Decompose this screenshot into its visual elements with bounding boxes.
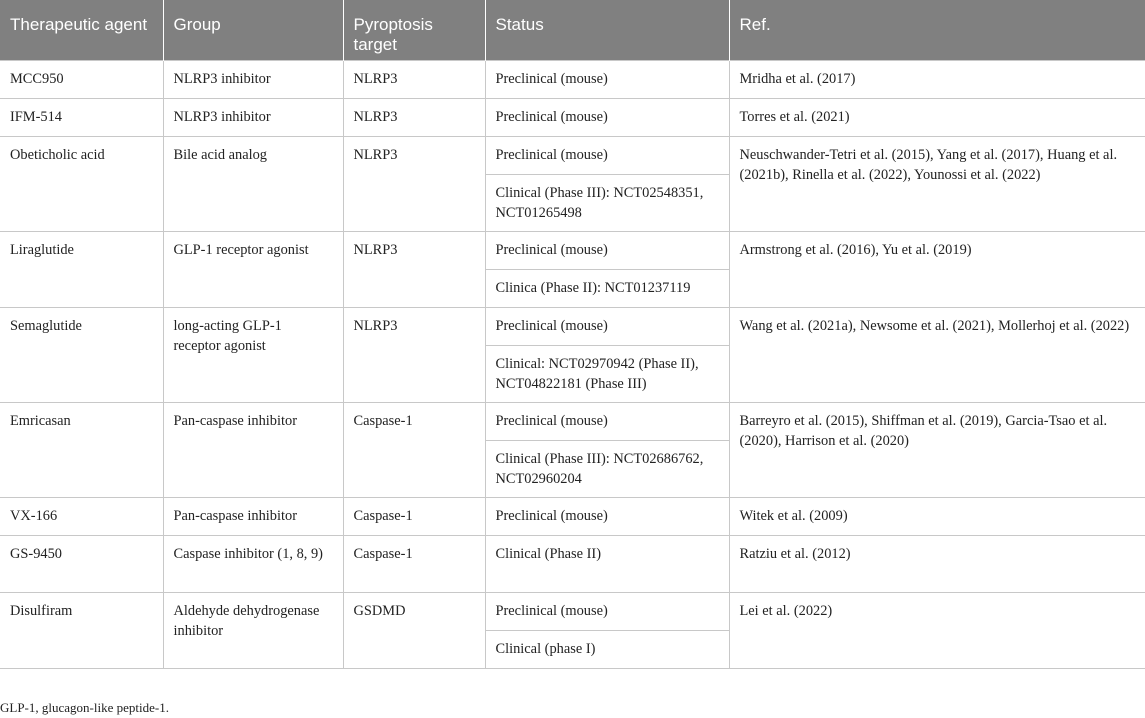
cell-status: Preclinical (mouse)	[485, 497, 729, 535]
header-pyroptosis-target: Pyroptosis target	[343, 0, 485, 60]
cell-group: Caspase inhibitor (1, 8, 9)	[163, 535, 343, 592]
cell-agent: MCC950	[0, 60, 163, 98]
cell-ref: Wang et al. (2021a), Newsome et al. (2021), Mollerhoj et al. (2022)	[729, 307, 1145, 402]
table-row	[0, 402, 1145, 440]
header-group: Group	[163, 0, 343, 60]
table-header-row	[0, 0, 1145, 60]
cell-target: Caspase-1	[343, 535, 485, 592]
table-row	[0, 98, 1145, 136]
header-therapeutic-agent: Therapeutic agent	[0, 0, 163, 60]
table-footnote: GLP-1, glucagon-like peptide-1.	[0, 700, 169, 715]
table-row	[0, 535, 1145, 592]
table-row	[0, 592, 1145, 630]
header-status: Status	[485, 0, 729, 60]
cell-target: Caspase-1	[343, 402, 485, 497]
cell-status: Preclinical (mouse)	[485, 98, 729, 136]
cell-target: NLRP3	[343, 60, 485, 98]
cell-status: Preclinical (mouse)	[485, 60, 729, 98]
header-ref: Ref.	[729, 0, 1145, 60]
cell-ref: Barreyro et al. (2015), Shiffman et al. (2019), Garcia-Tsao et al. (2020), Harrison et al. (2020)	[729, 402, 1145, 497]
cell-group: Pan-caspase inhibitor	[163, 402, 343, 497]
cell-ref: Mridha et al. (2017)	[729, 60, 1145, 98]
cell-group: Bile acid analog	[163, 136, 343, 231]
cell-agent: Liraglutide	[0, 231, 163, 307]
cell-group: NLRP3 inhibitor	[163, 98, 343, 136]
cell-status: Preclinical (mouse)	[485, 136, 729, 174]
cell-status: Preclinical (mouse)	[485, 592, 729, 630]
cell-target: NLRP3	[343, 98, 485, 136]
cell-target: NLRP3	[343, 307, 485, 402]
cell-agent: Semaglutide	[0, 307, 163, 402]
table-row	[0, 497, 1145, 535]
cell-group: Aldehyde dehydrogenase inhibitor	[163, 592, 343, 668]
cell-agent: GS-9450	[0, 535, 163, 592]
cell-group: NLRP3 inhibitor	[163, 60, 343, 98]
cell-group: long-acting GLP-1 receptor agonist	[163, 307, 343, 402]
cell-group: GLP-1 receptor agonist	[163, 231, 343, 307]
table-row	[0, 136, 1145, 174]
cell-status: Preclinical (mouse)	[485, 402, 729, 440]
cell-target: GSDMD	[343, 592, 485, 668]
table-row	[0, 60, 1145, 98]
cell-ref: Witek et al. (2009)	[729, 497, 1145, 535]
cell-status: Preclinical (mouse)	[485, 231, 729, 269]
cell-status: Clinical (Phase III): NCT02686762, NCT02960204	[485, 440, 729, 497]
cell-target: NLRP3	[343, 231, 485, 307]
cell-agent: IFM-514	[0, 98, 163, 136]
cell-group: Pan-caspase inhibitor	[163, 497, 343, 535]
cell-status: Clinical (Phase III): NCT02548351, NCT01265498	[485, 174, 729, 231]
cell-status: Clinical (phase I)	[485, 630, 729, 668]
cell-status: Preclinical (mouse)	[485, 307, 729, 345]
cell-status: Clinica (Phase II): NCT01237119	[485, 269, 729, 307]
cell-agent: Obeticholic acid	[0, 136, 163, 231]
cell-ref: Torres et al. (2021)	[729, 98, 1145, 136]
cell-ref: Lei et al. (2022)	[729, 592, 1145, 668]
cell-ref: Neuschwander-Tetri et al. (2015), Yang et al. (2017), Huang et al. (2021b), Rinella et al. (2022), Younossi et al. (2022)	[729, 136, 1145, 231]
cell-target: Caspase-1	[343, 497, 485, 535]
cell-status: Clinical: NCT02970942 (Phase II), NCT04822181 (Phase III)	[485, 345, 729, 402]
cell-target: NLRP3	[343, 136, 485, 231]
cell-agent: Disulfiram	[0, 592, 163, 668]
cell-status: Clinical (Phase II)	[485, 535, 729, 592]
cell-ref: Ratziu et al. (2012)	[729, 535, 1145, 592]
table-row	[0, 307, 1145, 345]
cell-agent: VX-166	[0, 497, 163, 535]
cell-agent: Emricasan	[0, 402, 163, 497]
cell-ref: Armstrong et al. (2016), Yu et al. (2019)	[729, 231, 1145, 307]
table-row	[0, 231, 1145, 269]
